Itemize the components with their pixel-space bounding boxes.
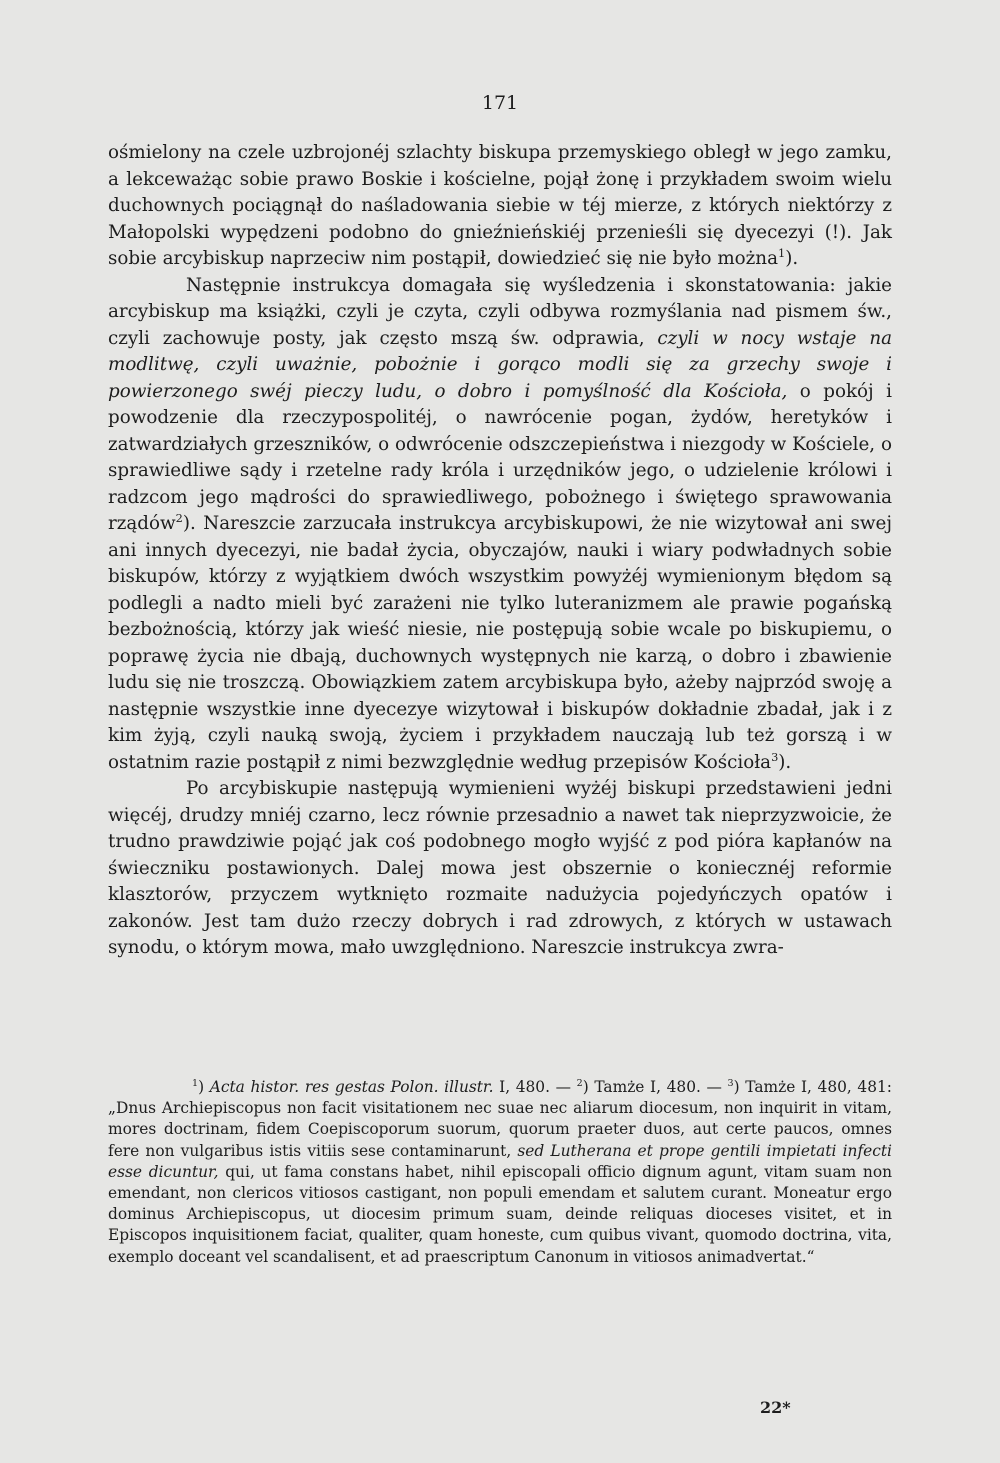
footnote-ref-1: 1 [777,245,786,260]
footnote-2-text: ) Tamże I, 480. — [582,1078,728,1096]
footnote-1-source: Acta histor. res gestas Polon. illustr. [209,1078,494,1096]
main-text [108,140,892,962]
paragraph-2-text-c: ). Nareszcie zarzucała instrukcya arcybiskupowi, że nie wizytował ani swej ani innych dyecezyi, nie badał życia, obyczajów, nauki i wiary podwładnych sobie biskupów, którzy z wyjątkiem dwóch wszystkim powyżéj wymienionym błędom są podlegli a nadto mieli być zarażeni nie tylko luteranizmem ale prawie pogańską bezbożnością, którzy jak wieść niesie, nie postępują sobie wcale po biskupiemu, o poprawę życia nie dbają, duchownych występnych nie karzą, o dobro i zbawienie ludu się nie troszczą. Obowiązkiem zatem arcybiskupa było, ażeby najprzód swoję a następnie wszystkie inne dyecezye wizytował i biskupów dokładnie zbadał, jak i z kim żyją, czyli nauką swoją, życiem i przykładem nauczają lub też gorszą i w ostatnim razie postąpił z nimi bezwzględnie według przepisów Kościoła [108,513,892,773]
paragraph-3: Po arcybiskupie następują wymienieni wyżéj biskupi przedstawieni jedni więcéj, drudzy mniéj czarno, lecz równie przesadnio a nawet tak nieprzyzwoicie, że trudno prawdziwie pojąć jak coś podobnego mogło wyjść z pod pióra kapłanów na świeczniku postawionych. Dalej mowa jest obszernie o koniecznéj reformie klasztorów, przyczem wytknięto rozmaite nadużycia pojedyńczych opatów i zakonów. Jest tam dużo rzeczy dobrych i rad zdrowych, z których w ustawach synodu, o którym mowa, mało uwzględniono. Nareszcie instrukcya zwra- [108,778,892,958]
footnote-1-mark: 1 [192,1077,199,1089]
paragraph-2-italic: czyli w nocy wstaje na modlitwę, czyli uważnie, pobożnie i gorąco modli się za grzechy swoje i powierzonego swéj pieczy ludu, o dobro i pomyślność dla Kościoła, [108,327,892,402]
paragraph-2-end: ). [778,751,792,773]
signature-mark: 22* [760,1398,791,1417]
paragraph-1-end: ). [785,248,799,269]
footnote-3-mark: 3 [727,1077,734,1089]
page-number: 171 [481,92,519,114]
paragraph-1 [108,140,892,273]
footnotes [108,1077,892,1268]
paragraph-2 [108,273,892,777]
paragraph-2-text-a: Następnie instrukcya domagała się wyśledzenia i skonstatowania: jakie arcybiskup ma książki, czyli je czyta, czyli odbywa rozmyślania nad pismem św., czyli zachowuje posty, jak często mszą św. odprawia, [108,274,892,349]
paragraph-1-text: ośmielony na czele uzbrojonéj szlachty biskupa przemyskiego obległ w jego zamku, a lekceważąc sobie prawo Boskie i kościelne, pojął żonę i przykładem swoim wielu duchownych pociągnął do naśladowania siebie w téj mierze, z których niektórzy z Małopolski wypędzeni podobno do gnieźnieńskiéj przenieśli się dyecezyi (!). Jak sobie arcybiskup naprzeciw nim postąpił, dowiedzieć się nie było można [108,142,892,269]
paragraph-2-text-b: o pokój i powodzenie dla rzeczypospolitéj, o nawrócenie pogan, żydów, heretyków i zatwardziałych grzeszników, o odwrócenie odszczepieństwa i niezgody w Kościele, o sprawiedliwe sądy i rzetelne rady króla i urzędników jego, o udzielenie królowi i radzcom jego mądrości do sprawiedliwego, pobożnego i świętego sprawowania rządów [108,380,893,534]
footnote-1-2: $^1$) Acta histor. res gestas Polon. illustr. I, 480. — $^2$) Tamże I, 480. — $^3$) Tamże I, 480, 481: „Dnus Archiepiscopus non facit visitationem nec suae nec aliarum diocesum, non inquirit in vitam, mores doctrinam, fidem Coepiscoporum suorum, quorum praeter duos, aut certe paucos, omnes fere non vulgaribus istis vitiis sese contaminarunt, sed Lutherana et prope gentili impietati infecti esse dicuntur, qui, ut fama constans habet, nihil episcopali officio dignum agunt, vitam suam non emendant, non clericos vitiosos castigant, non populi emendam et salutem curant. Moneatur ergo dominus Archiepiscopus, ut diocesim primum suam, deinde reliquas dioceses visitet, et in Episcopos inquisitionem faciat, qualiter, quam honeste, cum quibus vivant, quomodo doctrina, vita, exemplo doceant vel scandalisent, et ad praescriptum Canonum in vitiosos animadvertat.“ [108,1077,893,1266]
footnote-ref-2: 2 [175,510,183,525]
footnote-ref-3: 3 [771,749,779,764]
footnote-3-text-a: ) Tamże I, 480, 481: „Dnus Archiepiscopus non facit visitationem nec suae nec aliarum diocesum, non inquirit in vitam, mores doctrinam, fidem Coepiscoporum suorum, quorum praeter duos, aut certe paucos, omnes fere non vulgaribus istis vitiis sese contaminarunt, [108,1078,892,1160]
footnote-3-text-b: qui, ut fama constans habet, nihil episcopali officio dignum agunt, vitam suam non emendant, non clericos vitiosos castigant, non populi emendam et salutem curant. Moneatur ergo dominus Archiepiscopus, ut diocesim primum suam, deinde reliquas dioceses visitet, et in Episcopos inquisitionem faciat, qualiter, quam honeste, cum quibus vivant, quomodo doctrina, vita, exemplo doceant vel scandalisent, et ad praescriptum Canonum in vitiosos animadvertat.“ [108,1162,893,1266]
footnote-2-mark: 2 [576,1077,583,1089]
footnote-1-text: I, 480. — [493,1078,577,1096]
footnote-3-italic: sed Lutherana et prope gentili impietati infecti esse dicuntur, [108,1141,892,1181]
